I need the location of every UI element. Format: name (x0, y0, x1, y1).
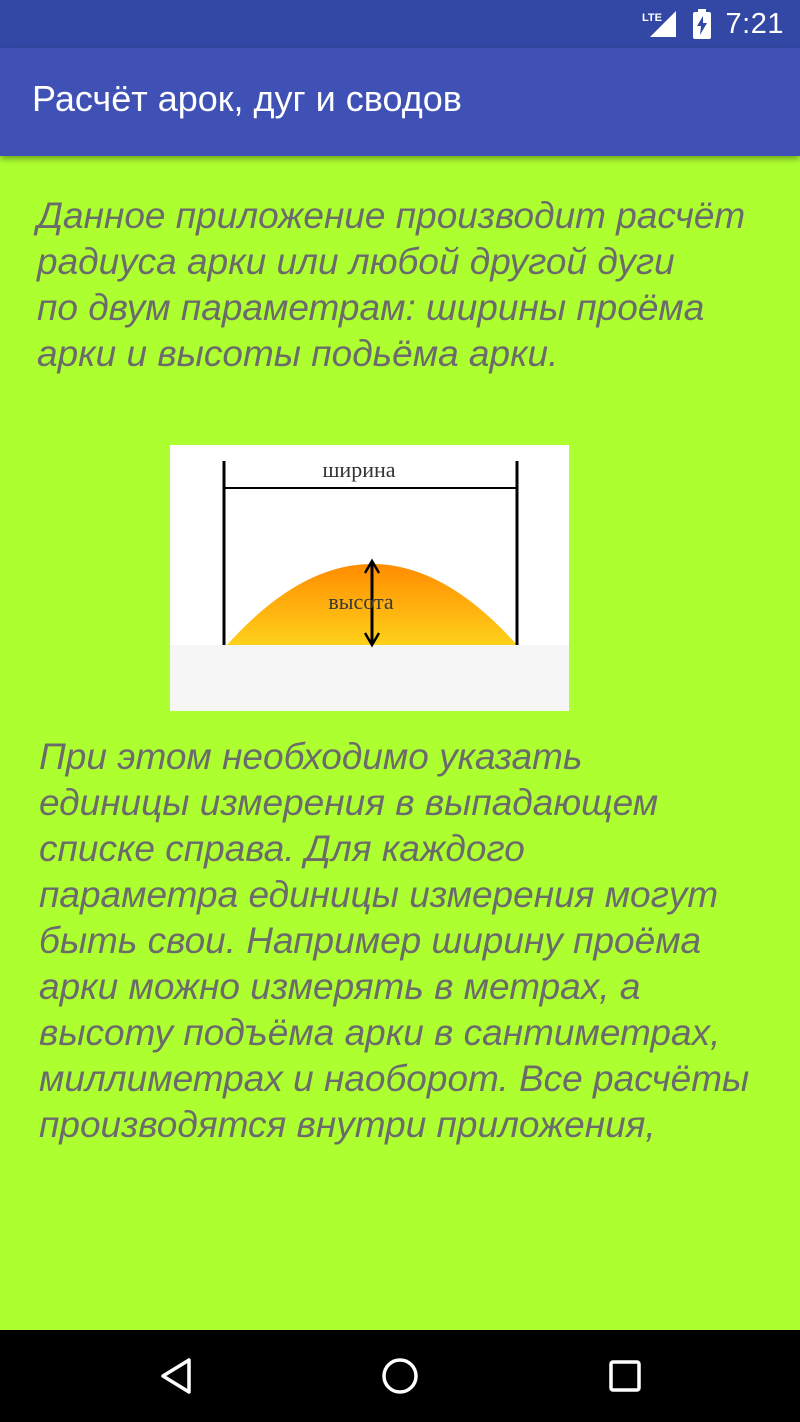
back-triangle-icon (156, 1356, 196, 1396)
content-area[interactable] (0, 156, 800, 1330)
status-time: 7:21 (725, 7, 784, 40)
details-text: При этом необходимо указать единицы измерения в выпадающем списке справа. Для каждого параметра единицы измерения могут быть свои. Например ширину проёма арки можно измерять в метрах, а высоту подъёма арки в сантиметрах, миллиметрах и наоборот. Все расчёты производятся внутри приложения, (39, 736, 750, 1145)
back-button[interactable] (148, 1348, 204, 1404)
arch-diagram-image (170, 445, 569, 711)
height-label: высота (328, 589, 394, 614)
status-bar (0, 0, 800, 48)
lte-signal-icon (642, 9, 678, 39)
width-label: ширина (322, 457, 396, 482)
arch-diagram (170, 445, 569, 711)
app-title: Расчёт арок, дуг и сводов (32, 78, 462, 119)
intro-text: Данное приложение производит расчёт радиуса арки или любой другой дуги по двум параметрам: ширины проёма арки и высоты подьёма арки. (37, 195, 746, 374)
home-button[interactable] (372, 1348, 428, 1404)
home-circle-icon (380, 1356, 420, 1396)
app-bar (0, 48, 800, 156)
recents-square-icon (605, 1356, 645, 1396)
recents-button[interactable] (597, 1348, 653, 1404)
navigation-bar (0, 1330, 800, 1422)
battery-charging-icon (692, 9, 712, 39)
svg-text:LTE: LTE (641, 12, 662, 24)
status-icons (642, 6, 784, 42)
